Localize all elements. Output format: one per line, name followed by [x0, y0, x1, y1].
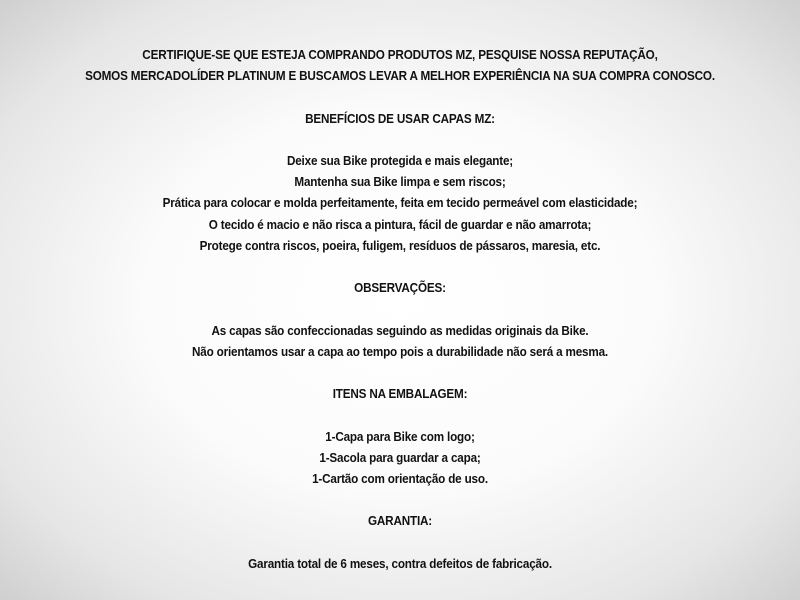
spacer: [0, 362, 800, 383]
spacer: [0, 86, 800, 107]
benefit-item: Prática para colocar e molda perfeitamente, feita em tecido permeável com elasticidade;: [162, 195, 638, 211]
benefit-item: Protege contra riscos, poeira, fuligem, resíduos de pássaros, maresia, etc.: [199, 237, 601, 253]
intro-line-1: CERTIFIQUE-SE QUE ESTEJA COMPRANDO PRODUTOS MZ, PESQUISE NOSSA REPUTAÇÃO,: [142, 47, 658, 62]
spacer: [0, 532, 800, 553]
notes-heading: OBSERVAÇÕES:: [354, 280, 446, 296]
benefit-item: Deixe sua Bike protegida e mais elegante;: [286, 152, 514, 168]
warranty-heading: GARANTIA:: [367, 513, 433, 529]
spacer: [0, 404, 800, 425]
package-item: 1-Cartão com orientação de uso.: [312, 470, 488, 486]
warranty-text: Garantia total de 6 meses, contra defeitos de fabricação.: [248, 555, 552, 571]
package-heading: ITENS NA EMBALAGEM:: [332, 386, 468, 402]
spacer: [0, 298, 800, 319]
benefit-item: Mantenha sua Bike limpa e sem riscos;: [294, 174, 506, 190]
package-item: 1-Capa para Bike com logo;: [325, 428, 475, 444]
benefits-heading: BENEFÍCIOS DE USAR CAPAS MZ:: [305, 110, 495, 126]
benefit-item: O tecido é macio e não risca a pintura, fácil de guardar e não amarrota;: [208, 216, 592, 232]
note-item: Não orientamos usar a capa ao tempo pois a durabilidade não será a mesma.: [191, 343, 608, 359]
note-item: As capas são confeccionadas seguindo as medidas originais da Bike.: [211, 322, 589, 338]
package-item: 1-Sacola para guardar a capa;: [319, 449, 481, 465]
intro-line-2: SOMOS MERCADOLÍDER PLATINUM E BUSCAMOS LEVAR A MELHOR EXPERIÊNCIA NA SUA COMPRA CONOSCO.: [85, 68, 715, 84]
spacer: [0, 256, 800, 277]
spacer: [0, 129, 800, 150]
spacer: [0, 489, 800, 510]
